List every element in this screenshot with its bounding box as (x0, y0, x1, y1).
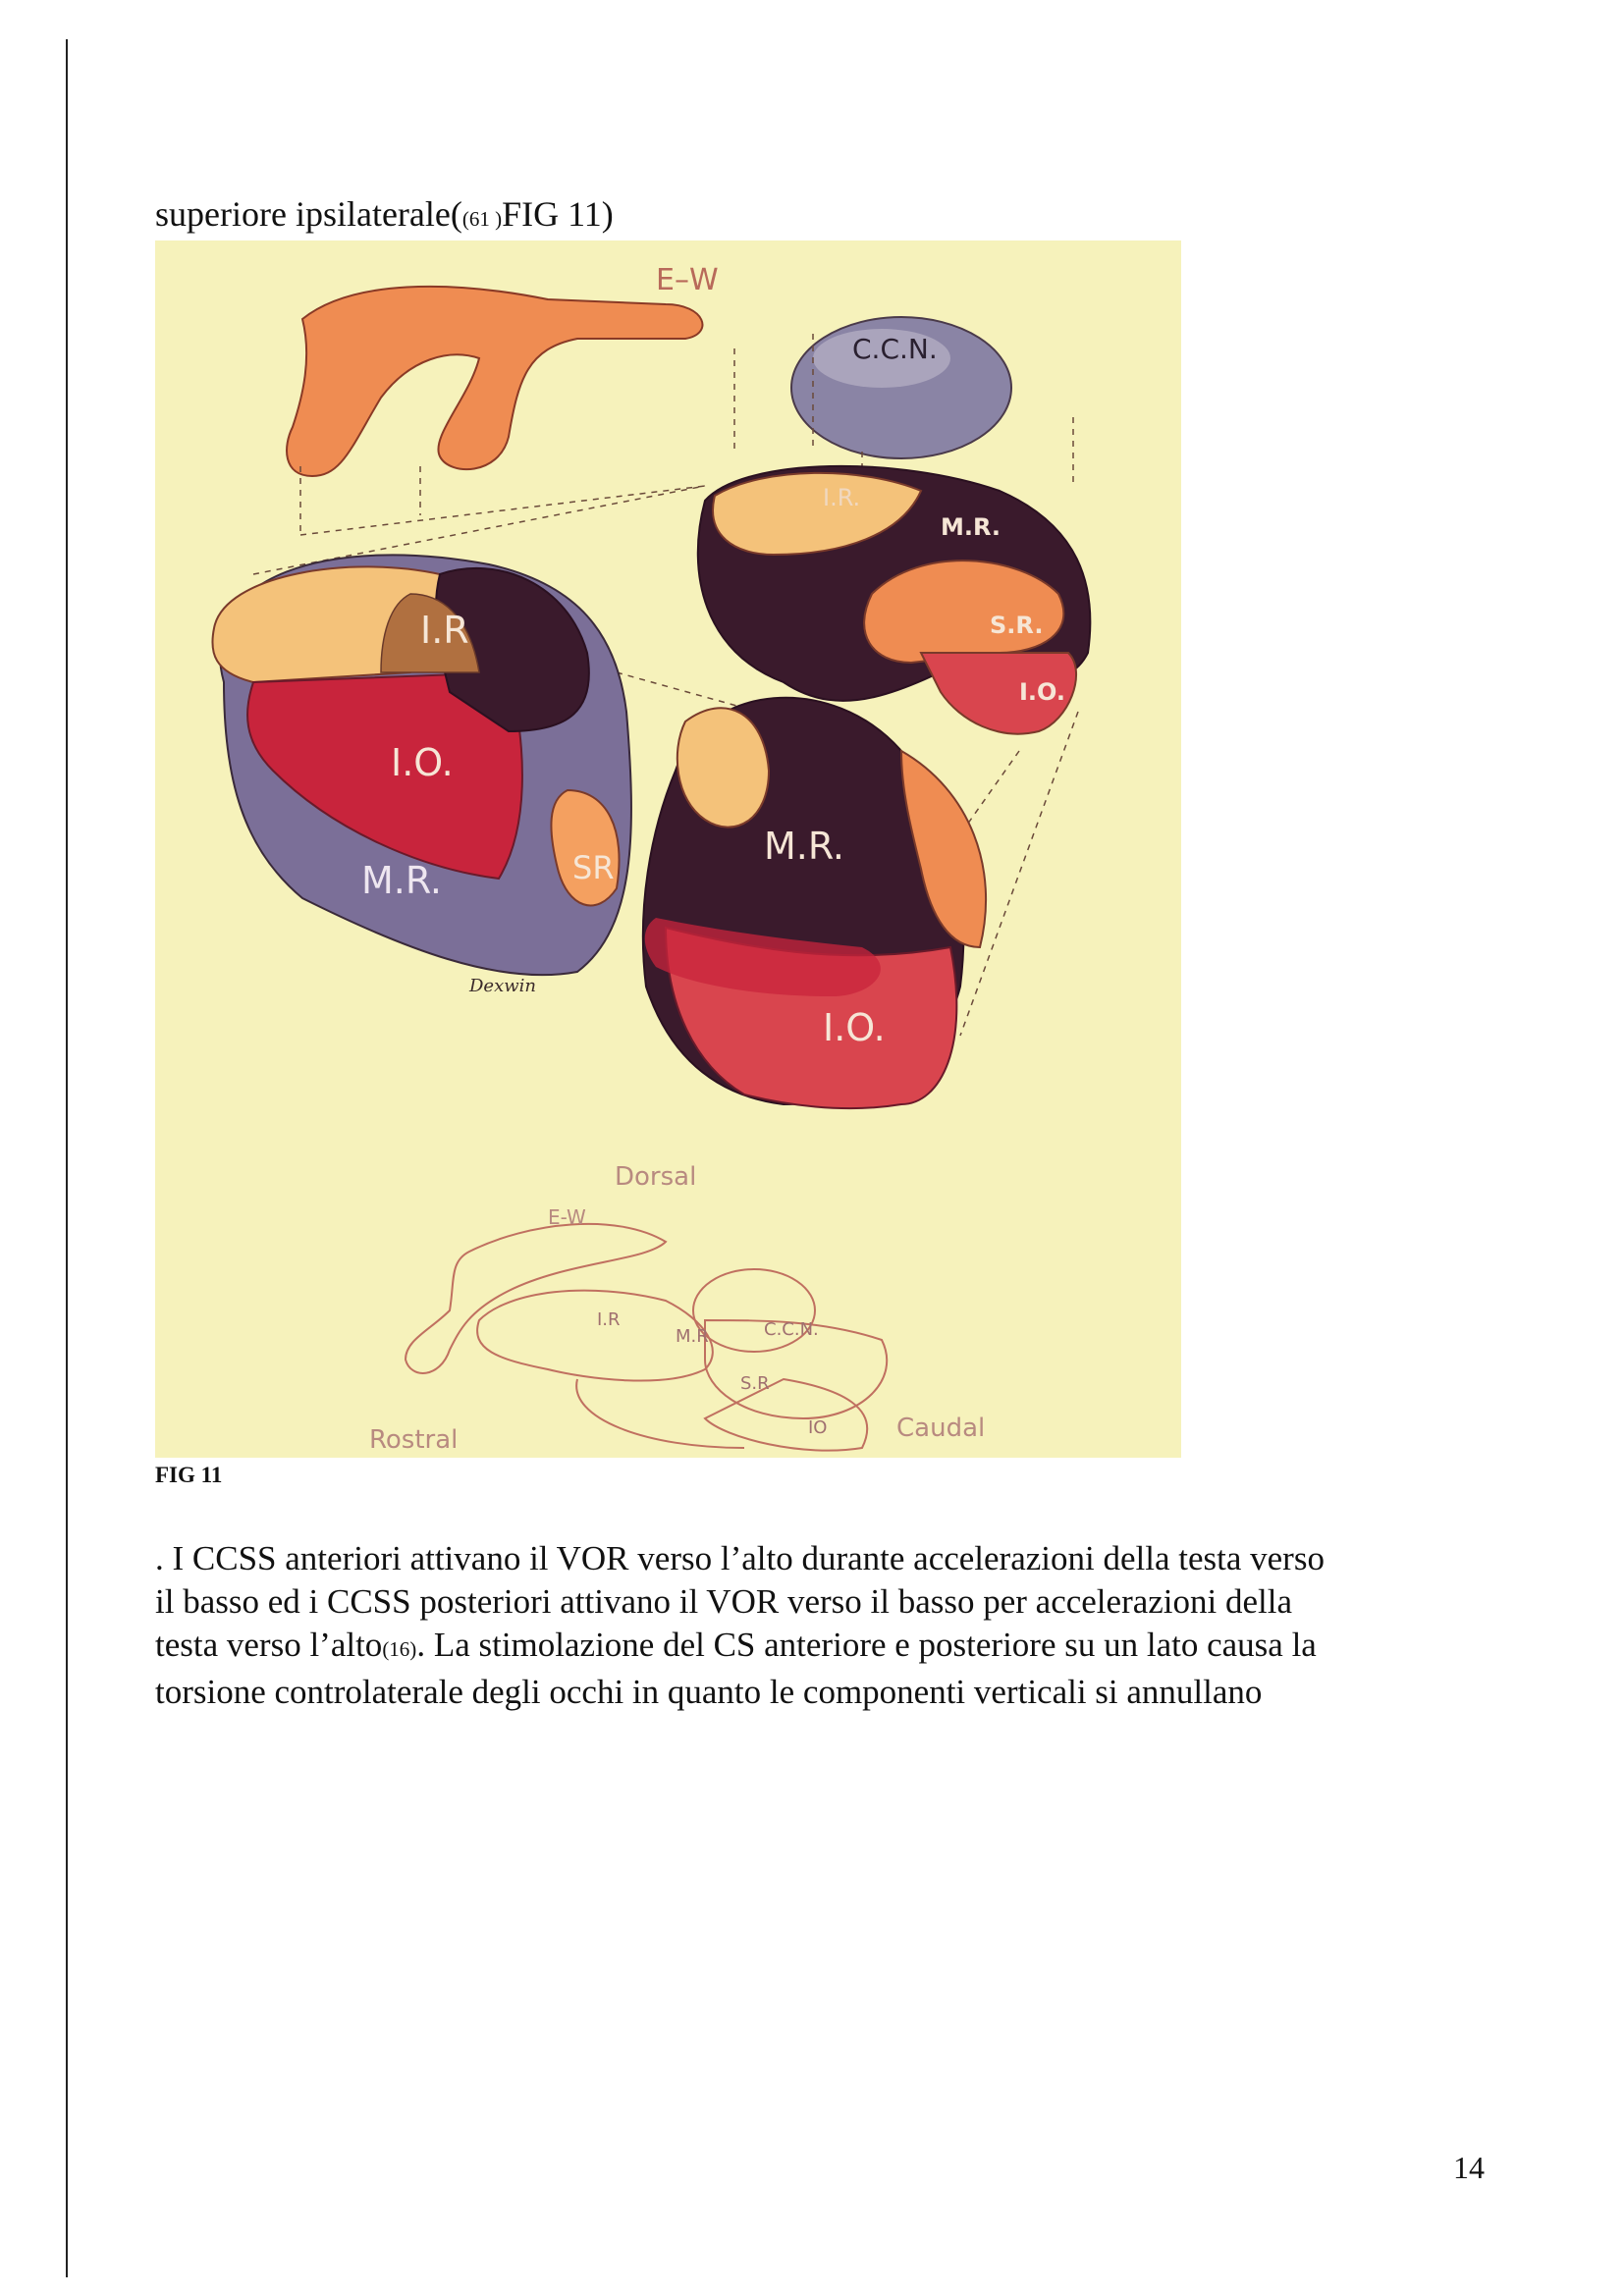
rostral-label: Rostral (369, 1425, 459, 1455)
ccn-top-label: C.C.N. (852, 333, 938, 365)
ccn-nucleus (791, 317, 1011, 458)
sr-left-label: SR (572, 849, 615, 886)
heading-text: superiore ipsilaterale( (155, 194, 462, 234)
ccn-diagram-label: C.C.N. (764, 1319, 819, 1340)
io-diagram-label: IO (808, 1417, 828, 1438)
body-line-3-reference: (16) (382, 1637, 417, 1661)
ew-diagram-label: E-W (548, 1205, 586, 1229)
mr-left-label: M.R. (361, 859, 442, 902)
caudal-label: Caudal (896, 1414, 986, 1443)
sr-diagram-label: S.R (740, 1373, 770, 1394)
page-margin-rule (66, 39, 68, 2277)
sr-right-label: S.R. (990, 612, 1044, 639)
body-line-4: torsione controlaterale degli occhi in quanto le componenti verticali si annullano (155, 1673, 1263, 1711)
dorsal-label: Dorsal (615, 1162, 697, 1192)
ir-diagram-label: I.R (597, 1309, 621, 1330)
mr-center-label: M.R. (764, 825, 844, 868)
artist-signature: Dexwin (469, 976, 536, 996)
body-paragraph (155, 1537, 1520, 1714)
io-left-label: I.O. (391, 741, 454, 784)
mr-right-label: M.R. (941, 513, 1001, 541)
ew-top-label: E–W (656, 263, 719, 297)
mr-diagram-label: M.R (676, 1326, 709, 1347)
ir-left-label: I.R (420, 609, 469, 652)
body-line-3-text: testa verso l’alto (155, 1626, 383, 1664)
body-line-3 (155, 1624, 1520, 1671)
heading-figure-ref: FIG 11) (502, 194, 614, 234)
io-right-label: I.O. (1019, 678, 1066, 706)
io-center-label: I.O. (823, 1006, 886, 1049)
body-line-2: il basso ed i CCSS posteriori attivano il VOR verso il basso per accelerazioni della (155, 1582, 1293, 1621)
page-number: 14 (1453, 2150, 1485, 2185)
figure-11-illustration (155, 240, 1181, 1458)
heading-line (155, 192, 614, 240)
figure-caption: FIG 11 (155, 1463, 223, 1487)
body-line-3-continuation: . La stimolazione del CS anteriore e posteriore su un lato causa la (416, 1626, 1317, 1664)
heading-reference: (61 ) (461, 207, 503, 231)
body-line-1: . I CCSS anteriori attivano il VOR verso l’alto durante accelerazioni della testa verso (155, 1539, 1325, 1577)
ir-right-label: I.R. (823, 484, 861, 511)
